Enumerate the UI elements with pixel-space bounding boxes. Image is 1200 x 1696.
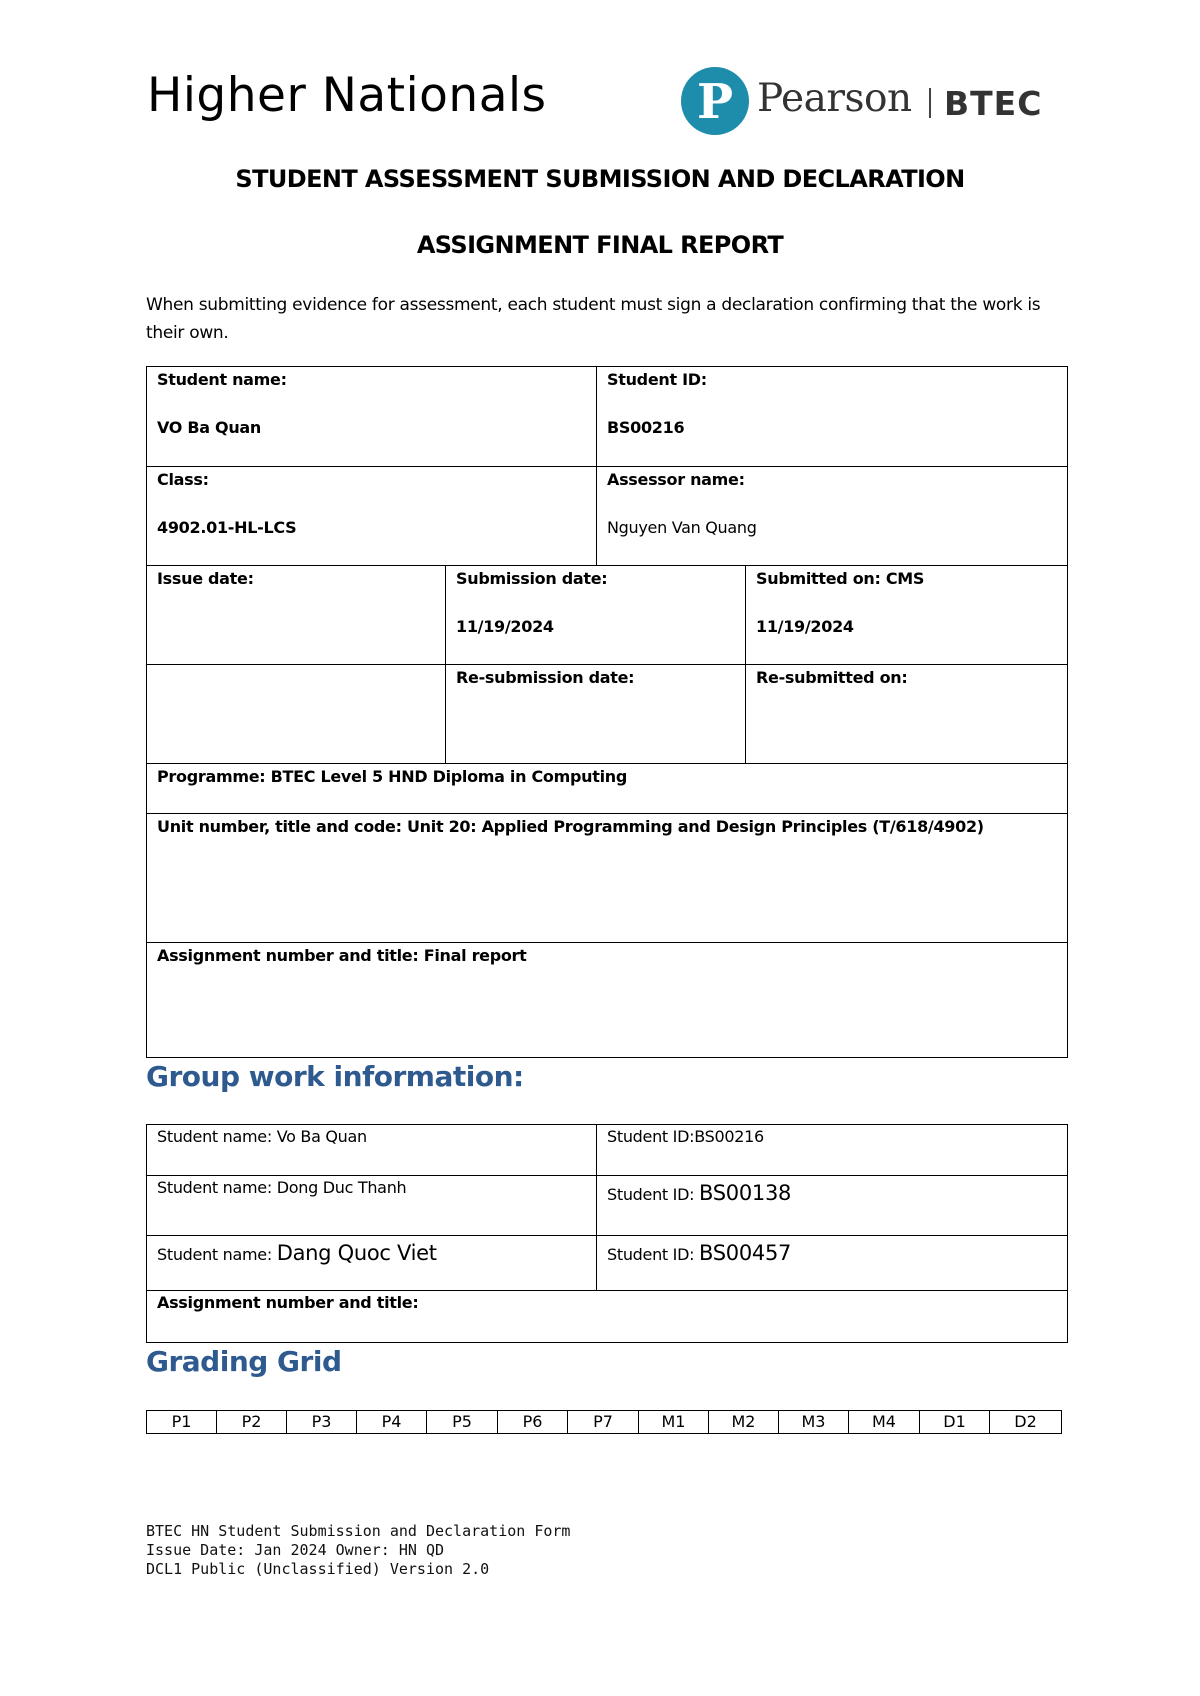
- grade-cell: M2: [708, 1410, 779, 1434]
- grade-cell: P2: [216, 1410, 287, 1434]
- grade-cell: P5: [426, 1410, 498, 1434]
- group-id-label: Student ID:: [607, 1245, 699, 1264]
- group-id-label: Student ID:: [607, 1127, 695, 1146]
- class-label: Class:: [157, 470, 209, 489]
- grade-cell: P1: [146, 1410, 217, 1434]
- group-name-value[interactable]: Vo Ba Quan: [276, 1127, 367, 1146]
- pearson-logo-letter: P: [696, 74, 734, 130]
- footer: [146, 1522, 570, 1579]
- grade-cell: P7: [567, 1410, 639, 1434]
- footer-line: DCL1 Public (Unclassified) Version 2.0: [146, 1560, 490, 1578]
- unit-text: Unit number, title and code: Unit 20: Applied Programming and Design Principles (T/618/4902): [157, 817, 984, 836]
- group-id-value[interactable]: BS00457: [699, 1241, 792, 1265]
- group-id-cell-1: [596, 1124, 1068, 1176]
- programme-text: Programme: BTEC Level 5 HND Diploma in Computing: [157, 767, 627, 786]
- group-id-value[interactable]: BS00138: [699, 1181, 792, 1205]
- resubmitted-on-label: Re-submitted on:: [756, 668, 908, 687]
- resubmitted-on-cell: [745, 664, 1068, 764]
- group-name-value[interactable]: Dang Quoc Viet: [276, 1241, 437, 1265]
- submission-date-value[interactable]: 11/19/2024: [456, 617, 554, 636]
- group-name-value[interactable]: Dong Duc Thanh: [276, 1178, 407, 1197]
- footer-line: Issue Date: Jan 2024 Owner: HN QD: [146, 1541, 445, 1559]
- issue-date-label: Issue date:: [157, 569, 254, 588]
- pearson-brand-text: Pearson: [757, 76, 912, 121]
- unit-cell: [146, 813, 1068, 943]
- submitted-on-label: Submitted on: CMS: [756, 569, 925, 588]
- issue-date-cell: [146, 565, 446, 665]
- group-assignment-label: Assignment number and title:: [157, 1293, 419, 1312]
- student-id-cell: [596, 366, 1068, 467]
- submission-date-label: Submission date:: [456, 569, 608, 588]
- student-name-cell: [146, 366, 597, 467]
- assessor-label: Assessor name:: [607, 470, 745, 489]
- programme-cell: [146, 763, 1068, 814]
- grade-cell: D2: [989, 1410, 1062, 1434]
- resubmission-date-label: Re-submission date:: [456, 668, 635, 687]
- assessor-value[interactable]: Nguyen Van Quang: [607, 518, 757, 537]
- student-name-label: Student name:: [157, 370, 287, 389]
- btec-brand-text: BTEC: [944, 84, 1043, 123]
- empty-cell: [146, 664, 446, 764]
- group-name-label: Student name:: [157, 1245, 277, 1264]
- grade-cell: D1: [919, 1410, 990, 1434]
- brand-divider: [929, 88, 931, 118]
- group-name-label: Student name:: [157, 1178, 277, 1197]
- class-cell: [146, 466, 597, 566]
- group-id-cell-3: [596, 1235, 1068, 1291]
- group-assignment-cell: [146, 1290, 1068, 1343]
- grade-cell: M4: [848, 1410, 920, 1434]
- group-name-label: Student name:: [157, 1127, 277, 1146]
- group-id-cell-2: [596, 1175, 1068, 1236]
- grade-cell: P6: [497, 1410, 568, 1434]
- student-id-label: Student ID:: [607, 370, 707, 389]
- group-id-value[interactable]: BS00216: [694, 1127, 764, 1146]
- submitted-on-value[interactable]: 11/19/2024: [756, 617, 854, 636]
- group-id-label: Student ID:: [607, 1185, 699, 1204]
- intro-text: When submitting evidence for assessment, each student must sign a declaration confirming that the work is their own.: [146, 295, 1041, 343]
- group-name-cell-2: [146, 1175, 597, 1236]
- grade-cell: M3: [778, 1410, 849, 1434]
- submitted-on-cell: [745, 565, 1068, 665]
- higher-nationals-title: Higher Nationals: [147, 68, 547, 123]
- resubmission-date-cell: [445, 664, 746, 764]
- page-title: STUDENT ASSESSMENT SUBMISSION AND DECLARATION: [235, 165, 965, 193]
- assessor-cell: [596, 466, 1068, 566]
- assignment-cell: [146, 942, 1068, 1058]
- class-value[interactable]: 4902.01-HL-LCS: [157, 518, 297, 537]
- student-id-value[interactable]: BS00216: [607, 418, 685, 437]
- grade-cell: M1: [638, 1410, 709, 1434]
- page-subtitle: ASSIGNMENT FINAL REPORT: [416, 231, 784, 259]
- grade-cell: P3: [286, 1410, 357, 1434]
- assignment-text: Assignment number and title: Final report: [157, 946, 527, 965]
- footer-line: BTEC HN Student Submission and Declaration Form: [146, 1522, 571, 1540]
- grade-cell: P4: [356, 1410, 427, 1434]
- student-name-value[interactable]: VO Ba Quan: [157, 418, 262, 437]
- submission-date-cell: [445, 565, 746, 665]
- pearson-logo-icon: [680, 66, 750, 136]
- group-name-cell-3: [146, 1235, 597, 1291]
- group-work-heading: Group work information:: [146, 1060, 524, 1093]
- grading-grid-heading: Grading Grid: [146, 1345, 342, 1378]
- group-name-cell-1: [146, 1124, 597, 1176]
